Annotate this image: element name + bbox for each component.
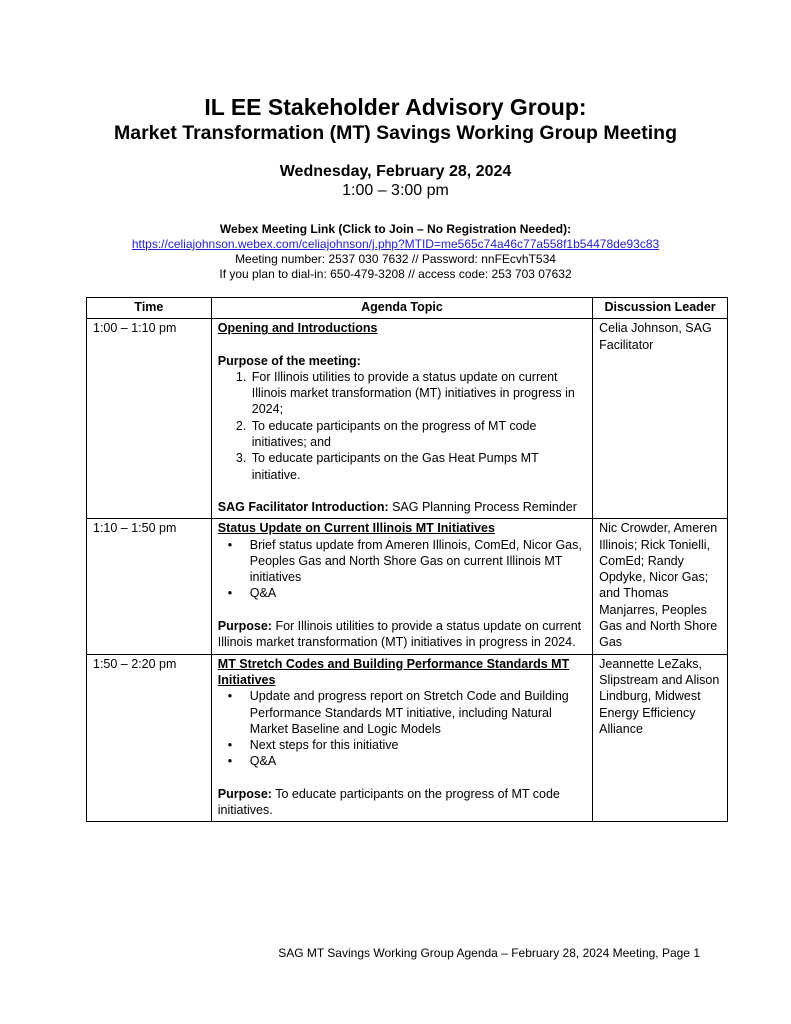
purpose-label: Purpose: [217,786,272,801]
column-header-time: Time [87,298,212,319]
bullet-list [218,688,586,769]
purpose-list [218,369,586,483]
list-item: 1. For Illinois utilities to provide a status update on current Illinois market transformation (MT) initiatives in progress in 2024; [250,369,586,418]
meeting-number: Meeting number: 2537 030 7632 // Password: nnFEcvhT534 [235,252,556,266]
bullet-icon: • [227,537,233,552]
facilitator-intro-label: SAG Facilitator Introduction: [217,499,389,514]
list-item: • Q&A [227,586,277,601]
bullet-icon: • [227,689,233,704]
list-item: 2. To educate participants on the progress of MT code initiatives; and [250,418,586,451]
row-leader: Celia Johnson, SAG Facilitator [593,319,728,519]
list-item: • Brief status update from Ameren Illinois, ComEd, Nicor Gas, Peoples Gas and North Shore Gas on current Illinois MT initiatives [227,537,582,585]
table-row [87,654,728,822]
row-topic-title: MT Stretch Codes and Building Performance Standards MT Initiatives [217,656,570,687]
facilitator-intro [218,499,586,515]
dial-in-info: If you plan to dial-in: 650-479-3208 // access code: 253 703 07632 [219,267,572,281]
purpose-text: For Illinois utilities to provide a status update on current Illinois market transformation (MT) initiatives in progress in 2024. [217,618,582,650]
document-subtitle: Market Transformation (MT) Savings Working Group Meeting [113,122,678,144]
table-header-row [87,298,728,319]
row-time: 1:50 – 2:20 pm [87,654,212,822]
bullet-list [218,537,586,602]
list-item: • Next steps for this initiative [227,738,399,753]
purpose-statement [218,786,586,819]
list-item: • Q&A [227,754,277,769]
row-leader: Nic Crowder, Ameren Illinois; Rick Tonielli, ComEd; Randy Opdyke, Nicor Gas; and Thomas Manjarres, Peoples Gas and North Shore Gas [593,519,728,654]
webex-info [0,222,791,282]
bullet-icon: • [227,754,233,769]
purpose-statement [218,618,586,651]
webex-meeting-link[interactable]: https://celiajohnson.webex.com/celiajohnson/j.php?MTID=me565c74a46c77a558f1b54478de93c83 [131,237,660,251]
facilitator-intro-text: SAG Planning Process Reminder [388,499,577,514]
list-item: • Update and progress report on Stretch Code and Building Performance Standards MT initiative, including Natural Market Baseline and Logic Models [227,689,569,736]
webex-heading: Webex Meeting Link (Click to Join – No Registration Needed): [219,222,572,236]
meeting-date: Wednesday, February 28, 2024 [279,163,512,180]
purpose-label: Purpose: [217,618,272,633]
meeting-time: 1:00 – 3:00 pm [342,182,449,199]
row-topic-cell [211,519,592,654]
row-time: 1:10 – 1:50 pm [87,519,212,654]
column-header-agenda-topic: Agenda Topic [211,298,592,319]
purpose-heading: Purpose of the meeting: [217,353,361,368]
row-topic-cell [211,319,592,519]
list-item: 3. To educate participants on the Gas Heat Pumps MT initiative. [250,450,586,483]
row-topic-title: Status Update on Current Illinois MT Initiatives [217,521,495,536]
row-time: 1:00 – 1:10 pm [87,319,212,519]
page-footer: SAG MT Savings Working Group Agenda – February 28, 2024 Meeting, Page 1 [278,946,700,960]
table-row [87,519,728,654]
document-title: IL EE Stakeholder Advisory Group: [204,94,587,120]
bullet-icon: • [227,586,233,601]
row-topic-title: Opening and Introductions [217,321,378,336]
column-header-discussion-leader: Discussion Leader [593,298,728,319]
row-topic-cell [211,654,592,822]
table-row [87,319,728,519]
agenda-table [86,297,728,822]
purpose-text: To educate participants on the progress of MT code initiatives. [217,786,560,818]
row-leader: Jeannette LeZaks, Slipstream and Alison Lindburg, Midwest Energy Efficiency Alliance [593,654,728,822]
bullet-icon: • [227,738,233,753]
